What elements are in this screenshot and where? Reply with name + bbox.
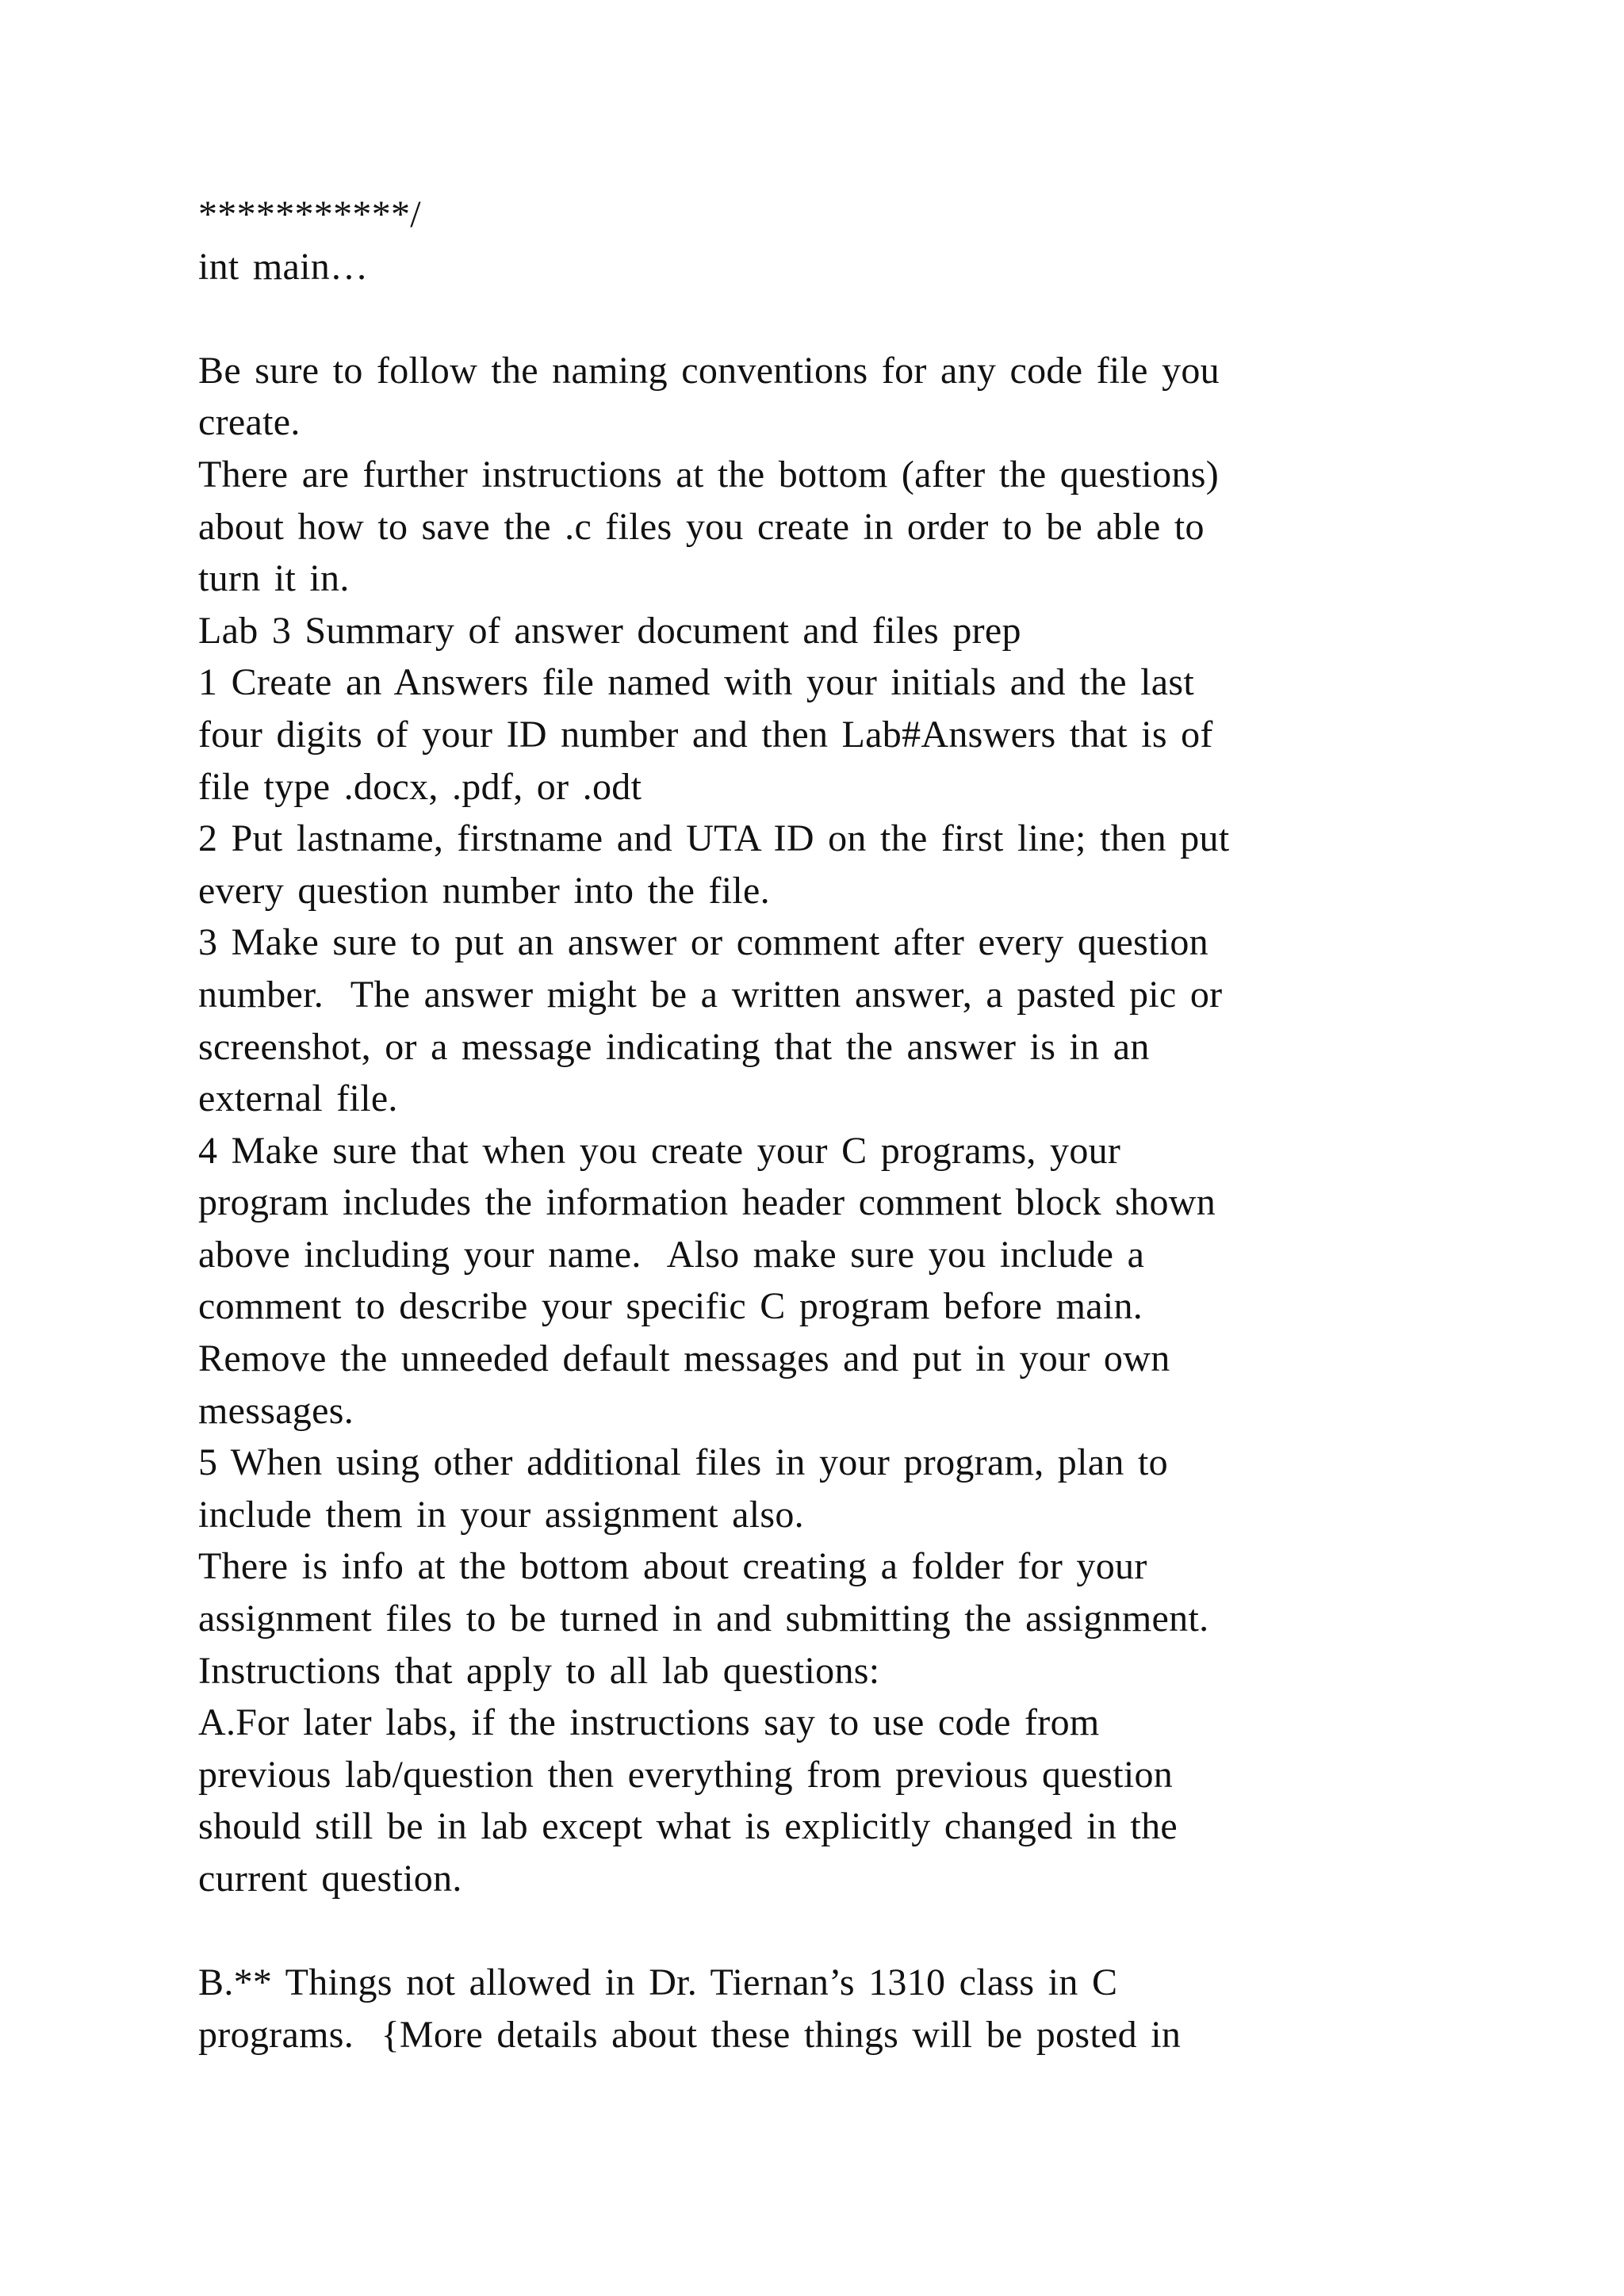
- list-item-line: comment to describe your specific C program before main.: [198, 1285, 1143, 1328]
- list-item-line: number. The answer might be a written answer, a pasted pic or: [198, 973, 1223, 1016]
- list-item-line: screenshot, or a message indicating that the answer is in an: [198, 1025, 1150, 1068]
- paragraph-line: assignment files to be turned in and submitting the assignment.: [198, 1598, 1209, 1640]
- instruction-line: programs. {More details about these things will be posted in: [198, 2013, 1182, 2056]
- list-item-line: 4 Make sure that when you create your C programs, your: [198, 1129, 1121, 1172]
- list-item-line: 1 Create an Answers file named with your initials and the last: [198, 661, 1194, 704]
- list-item-line: include them in your assignment also.: [198, 1493, 804, 1536]
- instruction-line: B.** Things not allowed in Dr. Tiernan’s 1310 class in C: [198, 1961, 1118, 2004]
- list-item-line: four digits of your ID number and then Lab#Answers that is of: [198, 713, 1213, 756]
- list-item-line: above including your name. Also make sure you include a: [198, 1233, 1145, 1276]
- code-main-line: int main…: [198, 245, 369, 288]
- list-item-line: 3 Make sure to put an answer or comment after every question: [198, 921, 1208, 964]
- paragraph-line: turn it in.: [198, 557, 350, 600]
- comment-close-line: ***********/: [198, 193, 421, 235]
- instruction-line: should still be in lab except what is explicitly changed in the: [198, 1805, 1178, 1848]
- list-item-line: Remove the unneeded default messages and put in your own: [198, 1337, 1170, 1380]
- paragraph-line: There are further instructions at the bottom (after the questions): [198, 453, 1220, 496]
- instruction-line: current question.: [198, 1858, 462, 1900]
- instruction-line: previous lab/question then everything from previous question: [198, 1753, 1174, 1796]
- document-body: [198, 189, 1515, 2061]
- paragraph-line: create.: [198, 401, 301, 444]
- list-item-line: external file.: [198, 1077, 398, 1120]
- paragraph-line: about how to save the .c files you create in order to be able to: [198, 505, 1205, 548]
- paragraph-line: There is info at the bottom about creating a folder for your: [198, 1545, 1147, 1588]
- blank-line: [198, 293, 1515, 345]
- list-item-line: messages.: [198, 1389, 354, 1432]
- paragraph-line: Be sure to follow the naming conventions for any code file you: [198, 349, 1220, 392]
- list-item-line: every question number into the file.: [198, 869, 770, 912]
- section-heading: Lab 3 Summary of answer document and files prep: [198, 609, 1021, 652]
- list-item-line: file type .docx, .pdf, or .odt: [198, 765, 642, 808]
- blank-line: [198, 1905, 1515, 1957]
- list-item-line: 2 Put lastname, firstname and UTA ID on the first line; then put: [198, 817, 1230, 860]
- section-heading: Instructions that apply to all lab questions:: [198, 1649, 880, 1692]
- list-item-line: program includes the information header comment block shown: [198, 1181, 1216, 1224]
- list-item-line: 5 When using other additional files in your program, plan to: [198, 1441, 1168, 1484]
- instruction-line: A.For later labs, if the instructions say to use code from: [198, 1701, 1100, 1744]
